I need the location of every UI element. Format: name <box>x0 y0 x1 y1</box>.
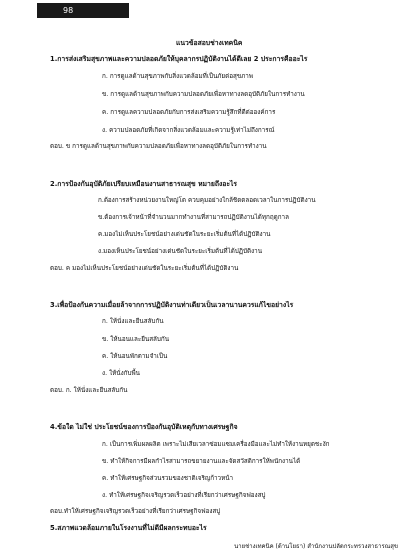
question-4: 4.ข้อใด ไม่ใช่ ประโยชน์ของการป้องกันอุบัติเหตุกับทางเศรษฐกิจ <box>50 423 238 431</box>
question-1-option-c: ค. การดูแลความปลอดภัยกับการส่งเสริมความรู้สึกที่ดีต่อองค์การ <box>102 109 276 116</box>
question-2-answer: ตอบ. ค มองไม่เห็นประโยชน์อย่างเด่นชัดในระยะเริ่มต้นที่ได้ปฏิบัติงาน <box>50 265 239 272</box>
question-2-option-c: ค.มองไม่เห็นประโยชน์อย่างเด่นชัดในระยะเริ่มต้นที่ได้ปฏิบัติงาน <box>98 231 271 238</box>
question-2-option-d: ง.มองเห็นประโยชน์อย่างเด่นชัดในระยะเริ่มต้นที่ได้ปฏิบัติงาน <box>98 248 263 255</box>
question-1-option-b: ข. การดูแลด้านสุขภาพกับความปลอดภัยเพื่อหาทางลดอุบัติภัยในการทำงาน <box>102 91 305 98</box>
question-2-option-a: ก.ต้องการสร้างหน่วยงานใหญ่โต ควบคุมอย่างใกล้ชิดตลอดเวลาในการปฏิบัติงาน <box>98 197 316 204</box>
question-1-answer: ตอบ. ข การดูแลด้านสุขภาพกับความปลอดภัยเพื่อหาทางลดอุบัติภัยในการทำงาน <box>50 143 267 150</box>
question-1-option-d: ง. ความปลอดภัยที่เกิดจากสิ่งแวดล้อมและความรู้เท่าไม่ถึงการณ์ <box>102 127 275 134</box>
question-3-option-c: ค. ให้นอนพักตามจำเป็น <box>102 353 168 360</box>
question-2-option-b: ข.ต้องการเจ้าหน้าที่จำนวนมากทำงานที่สามารถปฏิบัติงานได้ทุกฤดูกาล <box>98 214 289 221</box>
question-5: 5.สภาพแวดล้อมภายในโรงงานที่ไม่ดีมีผลกระทบอะไร <box>50 524 207 532</box>
question-4-option-c: ค. ทำให้เศรษฐกิจส่วนรวมของชาติเจริญก้าวหน้า <box>102 475 234 482</box>
question-3: 3.เพื่อป้องกันความเมื่อยล้าจากการปฏิบัติงานท่าเดียวเป็นเวลานานควรแก้ไขอย่างไร <box>50 301 294 309</box>
question-3-answer: ตอบ. ก. ให้นั่งและยืนสลับกัน <box>50 387 128 394</box>
question-3-option-d: ง. ให้นั่งกับพื้น <box>102 370 140 377</box>
question-1-option-a: ก. การดูแลด้านสุขภาพกับสิ่งแวดล้อมที่เป็นภัยต่อสุขภาพ <box>102 73 253 80</box>
question-3-option-a: ก. ให้นั่งและยืนสลับกัน <box>102 318 164 325</box>
question-4-option-b: ข. ทำให้กิจการมีผลกำไรสามารถขยายงานและจัดสวัสดิการให้พนักงานได้ <box>102 458 301 465</box>
question-4-option-d: ง. ทำให้เศรษฐกิจเจริญรวดเร็วอย่างที่เรียกว่าเศรษฐกิจฟองสบู่ <box>102 492 266 499</box>
page-number: 98 <box>63 6 74 15</box>
question-4-answer: ตอบ.ทำให้เศรษฐกิจเจริญรวดเร็วอย่างที่เรียกว่าเศรษฐกิจฟองสบู่ <box>50 508 221 515</box>
question-4-option-a: ก. เป็นการเพิ่มผลผลิต เพราะไม่เสียเวลาซ่อมแซมเครื่องมือและไม่ทำให้งานหยุดชะงัก <box>102 441 330 448</box>
question-3-option-b: ข. ให้นอนและยืนสลับกัน <box>102 336 170 343</box>
question-2: 2.การป้องกันอุบัติภัยเปรียบเหมือนงานสาธารณสุข หมายถึงอะไร <box>50 180 238 188</box>
page-footer: นายช่างเทคนิค (ด้านโยธา) สำนักงานปลัดกระทรวงสาธารณสุข <box>234 543 398 550</box>
page-title: แนวข้อสอบช่างเทคนิค <box>176 39 243 47</box>
question-1: 1.การส่งเสริมสุขภาพและความปลอดภัยให้บุคลากรปฏิบัติงานได้ดีเลย 2 ประการคืออะไร <box>50 55 308 63</box>
